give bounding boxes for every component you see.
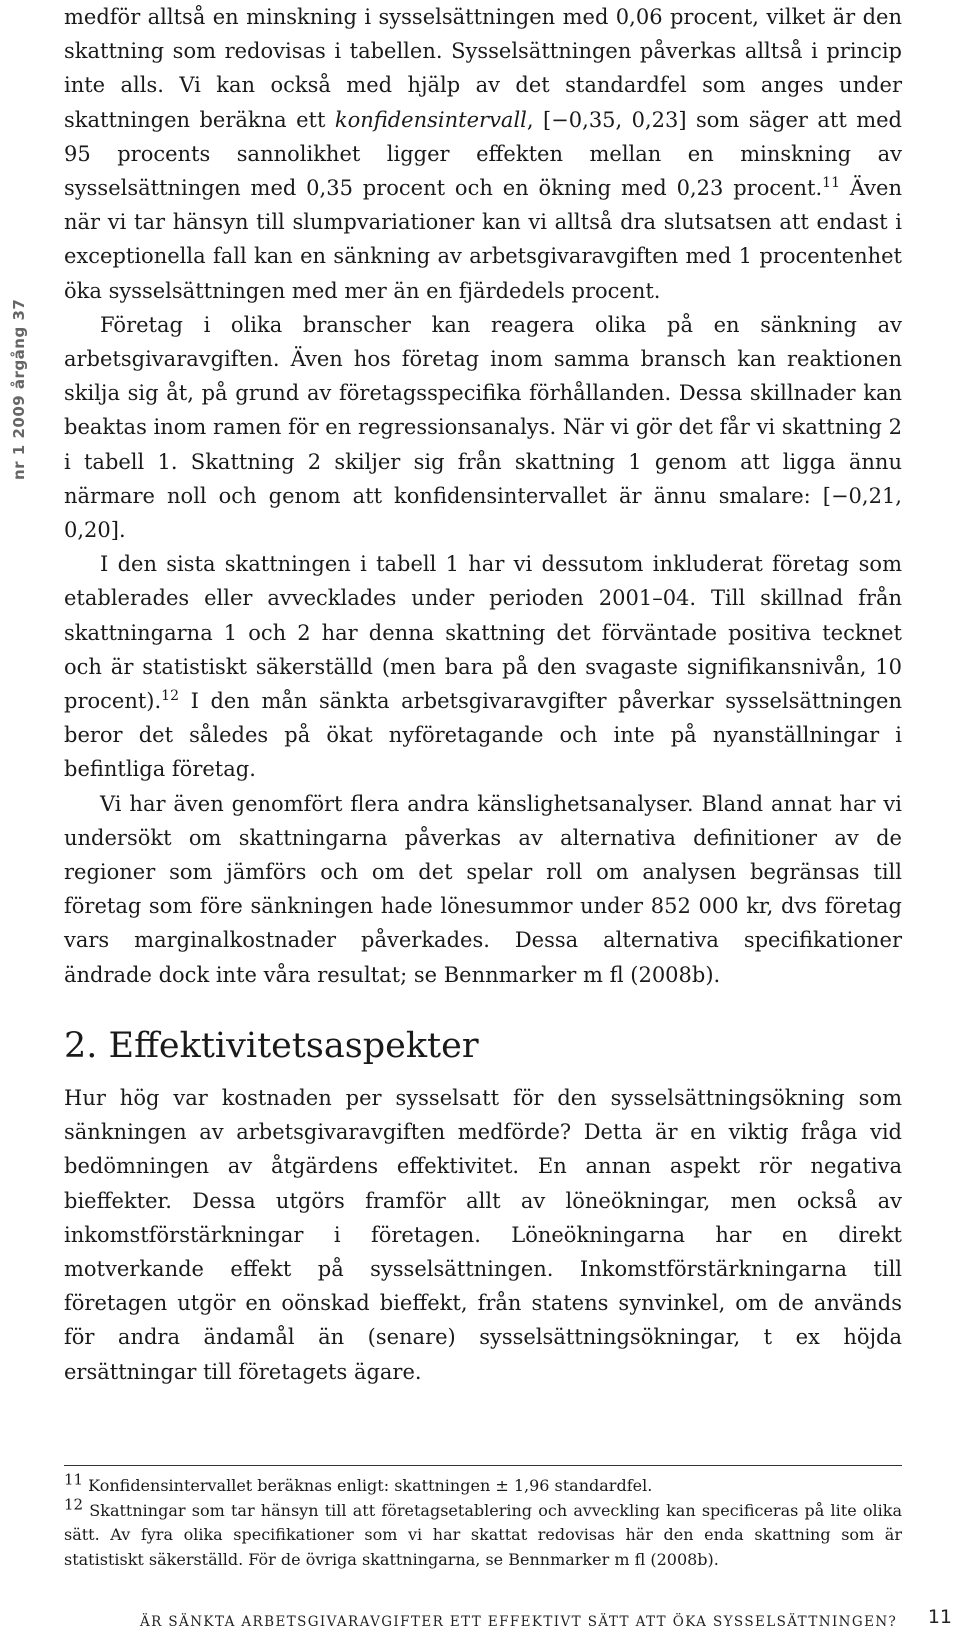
paragraph-text: Även när vi tar hänsyn till slumpvariationer kan vi alltså dra slutsatsen att endast i exceptionella fall kan en sänkning av arbetsgivaravgiften med 1 procentenhet öka sysselsättningen med mer än en fjärdedels procent. [64, 176, 902, 303]
journal-issue-label: nr 1 2009 årgång 37 [10, 298, 28, 480]
paragraph-text: I den sista skattningen i tabell 1 har vi dessutom inkluderat företag som etablerades eller avvecklades under perioden 2001–04. Till skillnad från skattningarna 1 och 2 har denna skattning det förväntade positiva tecknet och är statistiskt säkerställd (men bara på den svagaste signifikansnivån, 10 procent). [64, 552, 902, 714]
footnote-divider [64, 1465, 902, 1466]
footnote [64, 1470, 902, 1499]
emphasized-term: konfidensintervall [334, 107, 527, 132]
body-text [64, 0, 902, 992]
footnotes [64, 1470, 902, 1572]
footnote-text: Skattningar som tar hänsyn till att företagsetablering och avveckling kan specificeras på lite olika sätt. Av fyra olika specifikationer som vi har skattat redovisas här den enda skattning som är statistiskt säkerställd. För de övriga skattningarna, se Bennmarker m fl (2008b). [64, 1500, 902, 1569]
paragraph [64, 0, 902, 308]
footnote-text: Konfidensintervallet beräknas enligt: skattningen ± 1,96 standardfel. [83, 1476, 653, 1495]
page-number: 11 [927, 1606, 952, 1628]
footnote [64, 1495, 902, 1573]
footnote-reference[interactable]: 11 [822, 175, 840, 192]
footnote-number: 11 [64, 1470, 84, 1489]
footnote-number: 12 [64, 1495, 84, 1514]
paragraph [64, 787, 902, 992]
paragraph-text: , [−0,35, 0,23] som säger att med 95 procents sannolikhet ligger effekten mellan en minskning av sysselsättningen med 0,35 procent och en ökning med 0,23 procent. [64, 107, 903, 201]
paragraph-text: medför alltså en minskning i sysselsättningen med 0,06 procent, vilket är den skattning som redovisas i tabellen. Sysselsättningen påverkas alltså i princip inte alls. Vi kan också med hjälp av det standardfel som anges under skattningen beräkna ett [64, 5, 902, 132]
paragraph-text: Företag i olika branscher kan reagera olika på en sänkning av arbetsgivaravgiften. Även hos företag inom samma bransch kan reaktionen skilja sig åt, på grund av företagsspecifika förhållanden. Dessa skillnader kan beaktas inom ramen för en regressionsanalys. När vi gör det får vi skattning 2 i tabell 1. Skattning 2 skiljer sig från skattning 1 genom att ligga ännu närmare noll och genom att konfidensintervallet är ännu smalare: [−0,21, 0,20]. [64, 312, 902, 543]
section-paragraph: Hur hög var kostnaden per sysselsatt för den sysselsättningsökning som sänkningen av arbetsgivaravgiften medförde? Detta är en viktig fråga vid bedömningen av åtgärdens effektivitet. En annan aspekt rör negativa bieffekter. Dessa utgörs framför allt av löneökningar, men också av inkomstförstärkningar i företagen. Löneökningarna har en direkt motverkande effekt på sysselsättningen. Inkomstförstärkningarna till företagen utgör en oönskad bieffekt, från statens synvinkel, om de används för andra ändamål än (senare) sysselsättningsökningar, t ex höjda ersättningar till företagets ägare. [64, 1086, 902, 1384]
paragraph [64, 547, 902, 786]
footnote-reference[interactable]: 12 [161, 688, 179, 705]
section-heading: 2. Effektivitetsaspekter [64, 1026, 479, 1066]
paragraph [64, 308, 902, 547]
paragraph-text: I den mån sänkta arbetsgivaravgifter påverkar sysselsättningen beror det således på ökat nyföretagande och inte på nyanställningar i befintliga företag. [64, 689, 902, 782]
running-title: ÄR SÄNKTA ARBETSGIVARAVGIFTER ETT EFFEKTIVT SÄTT ATT ÖKA SYSSELSÄTTNINGEN? [140, 1614, 898, 1630]
paragraph-text: Vi har även genomfört flera andra känslighetsanalyser. Bland annat har vi undersökt om skattningarna påverkas av alternativa definitioner av de regioner som jämförs och om det spelar roll om analysen begränsas till företag som före sänkningen hade lönesummor under 852 000 kr, dvs företag vars marginalkostnader påverkades. Dessa alternativa specifikationer ändrade dock inte våra resultat; se Bennmarker m fl (2008b). [64, 791, 902, 987]
